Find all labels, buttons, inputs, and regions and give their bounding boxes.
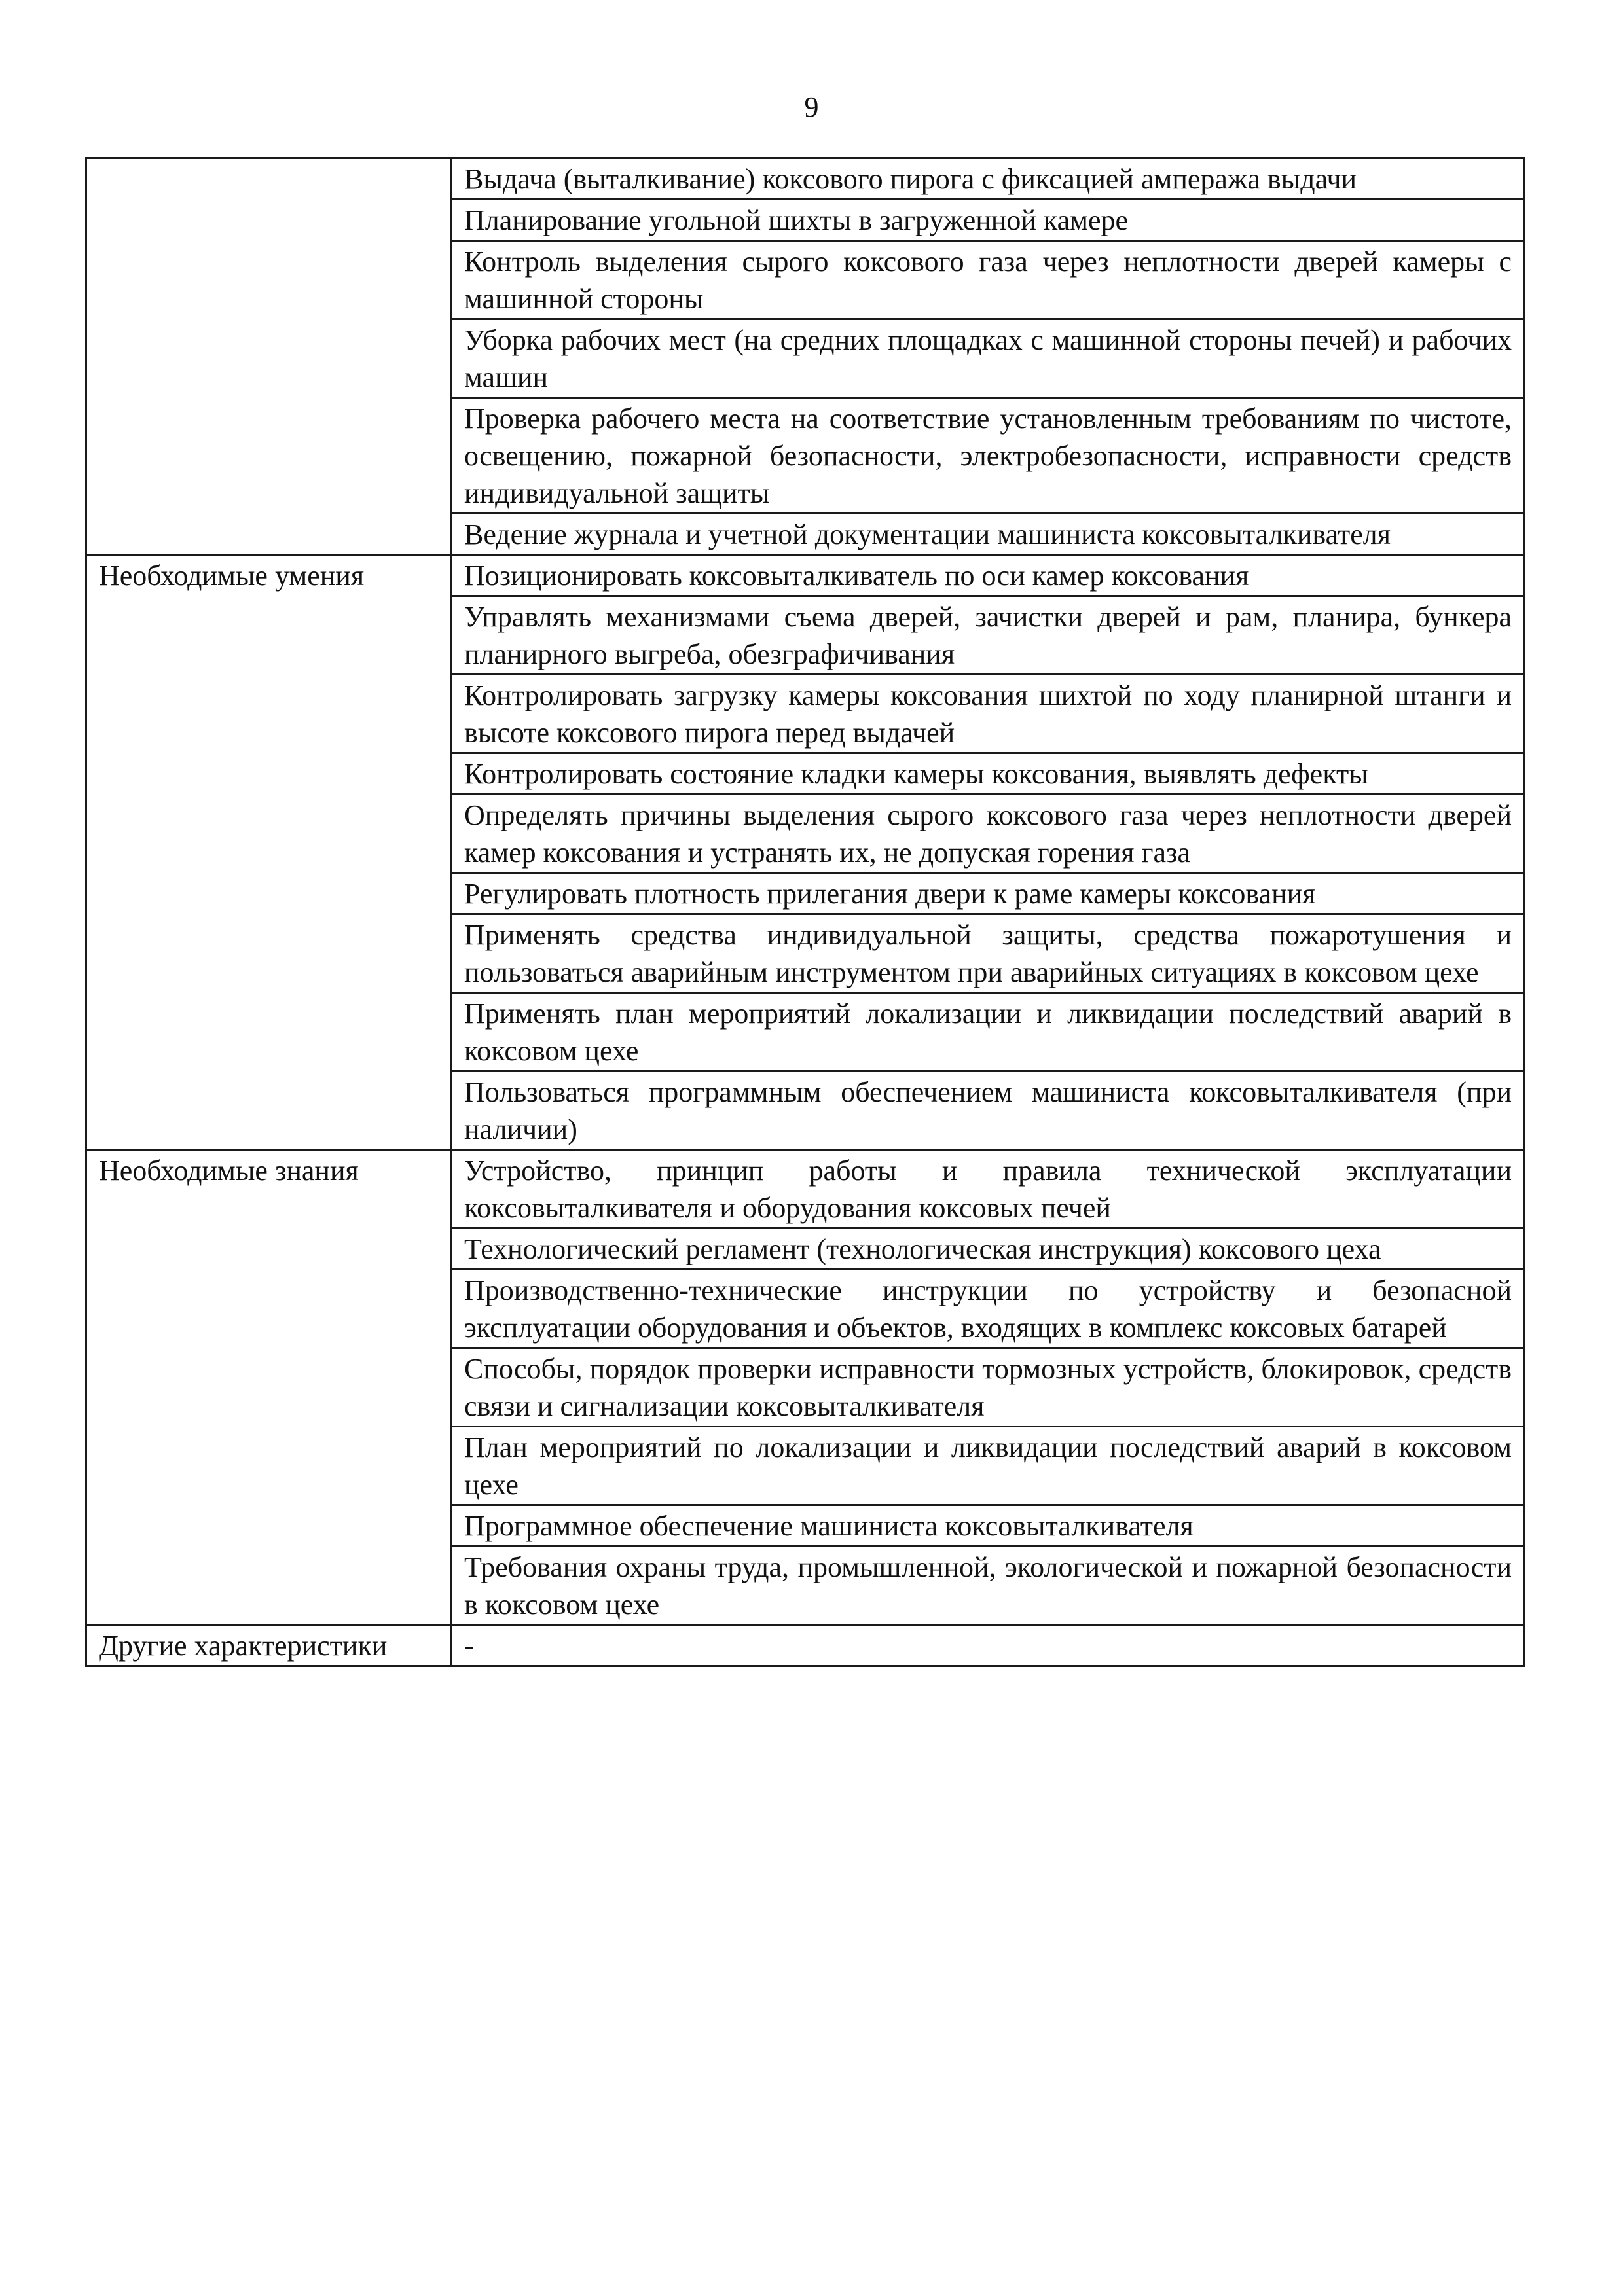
table-body: [86, 158, 1525, 1666]
section-label: Другие характеристики: [99, 1630, 388, 1662]
qualification-table: [85, 157, 1525, 1667]
item-cell: -: [452, 1625, 1525, 1666]
item-cell: Способы, порядок проверки исправности тормозных устройств, блокировок, средств связи и сигнализации коксовыталкивателя: [452, 1348, 1525, 1427]
section-label-cell: [86, 1150, 452, 1625]
section-label: Необходимые умения: [99, 560, 365, 592]
page-number: 9: [804, 91, 819, 123]
item-cell: Выдача (выталкивание) коксового пирога с фиксацией ампеража выдачи: [452, 158, 1525, 200]
item-cell: Позиционировать коксовыталкиватель по оси камер коксования: [452, 555, 1525, 596]
table-row: [86, 158, 1525, 200]
item-cell: Проверка рабочего места на соответствие установленным требованиям по чистоте, освещению, пожарной безопасности, электробезопасности, исправности средств индивидуальной защиты: [452, 398, 1525, 514]
item-cell: Планирование угольной шихты в загруженной камере: [452, 200, 1525, 241]
item-cell: Контролировать состояние кладки камеры коксования, выявлять дефекты: [452, 753, 1525, 795]
item-cell: Технологический регламент (технологическая инструкция) коксового цеха: [452, 1229, 1525, 1270]
item-cell: Программное обеспечение машиниста коксовыталкивателя: [452, 1505, 1525, 1547]
item-cell: Контроль выделения сырого коксового газа через неплотности дверей камеры с машинной стороны: [452, 241, 1525, 319]
item-cell: Управлять механизмами съема дверей, зачистки дверей и рам, планира, бункера планирного выгреба, обезграфичивания: [452, 596, 1525, 675]
item-cell: Производственно-технические инструкции по устройству и безопасной эксплуатации оборудования и объектов, входящих в комплекс коксовых батарей: [452, 1270, 1525, 1348]
section-label-cell: [86, 158, 452, 555]
item-cell: Регулировать плотность прилегания двери к раме камеры коксования: [452, 873, 1525, 914]
item-cell: Требования охраны труда, промышленной, экологической и пожарной безопасности в коксовом цехе: [452, 1547, 1525, 1625]
section-label: Необходимые знания: [99, 1155, 359, 1187]
item-cell: Применять средства индивидуальной защиты, средства пожаротушения и пользоваться аварийным инструментом при аварийных ситуациях в коксовом цехе: [452, 914, 1525, 993]
item-cell: Контролировать загрузку камеры коксования шихтой по ходу планирной штанги и высоте коксового пирога перед выдачей: [452, 675, 1525, 753]
item-cell: Определять причины выделения сырого коксового газа через неплотности дверей камер коксования и устранять их, не допуская горения газа: [452, 795, 1525, 873]
section-label-cell: [86, 1625, 452, 1666]
item-cell: Ведение журнала и учетной документации машиниста коксовыталкивателя: [452, 514, 1525, 555]
table-row: [86, 1150, 1525, 1229]
item-cell: План мероприятий по локализации и ликвидации последствий аварий в коксовом цехе: [452, 1427, 1525, 1505]
item-cell: Устройство, принцип работы и правила технической эксплуатации коксовыталкивателя и оборудования коксовых печей: [452, 1150, 1525, 1229]
section-label-cell: [86, 555, 452, 1150]
table-row: [86, 1625, 1525, 1666]
item-cell: Пользоваться программным обеспечением машиниста коксовыталкивателя (при наличии): [452, 1071, 1525, 1150]
table-row: [86, 555, 1525, 596]
item-cell: Уборка рабочих мест (на средних площадках с машинной стороны печей) и рабочих машин: [452, 319, 1525, 398]
item-cell: Применять план мероприятий локализации и ликвидации последствий аварий в коксовом цехе: [452, 993, 1525, 1071]
